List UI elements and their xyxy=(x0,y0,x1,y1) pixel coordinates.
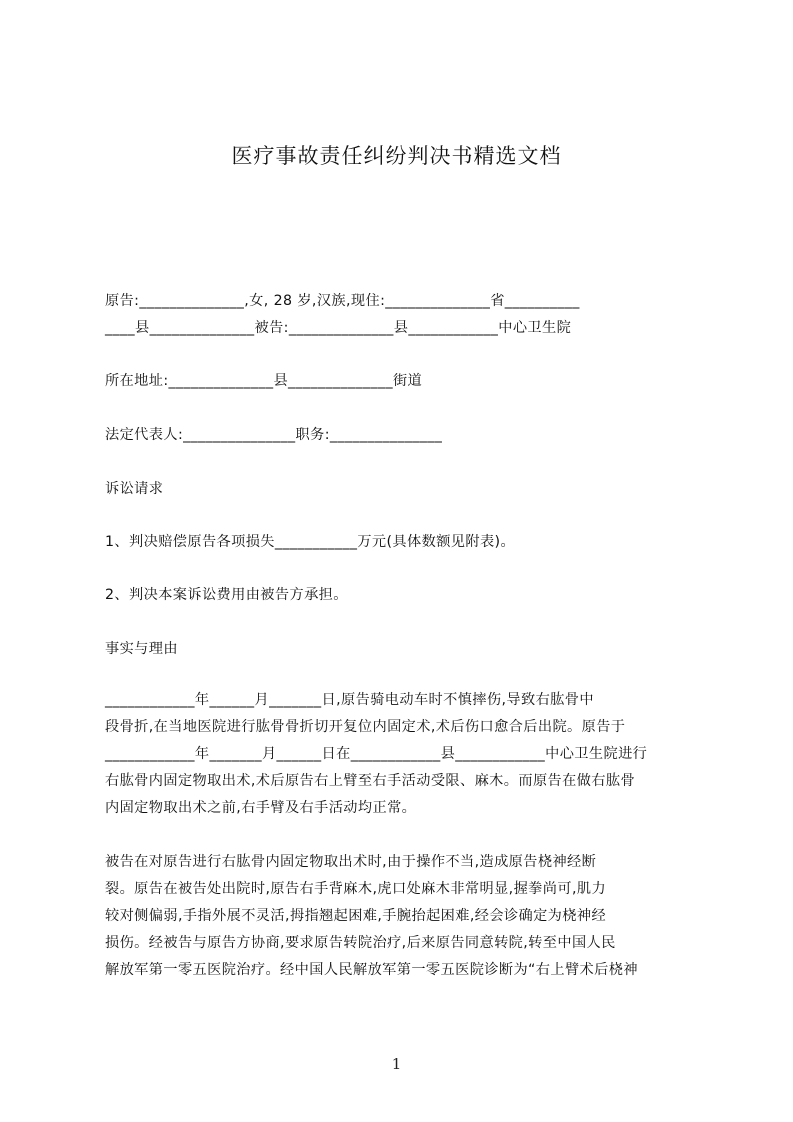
paragraph-line: 损伤。经被告与原告方协商,要求原告转院治疗,后来原告同意转院,转至中国人民 xyxy=(105,935,616,951)
paragraph-line: 右肱骨内固定物取出术,术后原告右上臂至右手活动受限、麻木。而原告在做右肱骨 xyxy=(105,773,636,789)
paragraph-line: ____________年_______月______日在____________县____________中心卫生院进行 xyxy=(105,746,648,762)
paragraph-line: 较对侧偏弱,手指外展不灵活,拇指翘起困难,手腕抬起困难,经会诊确定为桡神经 xyxy=(105,908,607,924)
facts-heading: 事实与理由 xyxy=(105,641,178,657)
paragraph-line: 被告在对原告进行右肱骨内固定物取出术时,由于操作不当,造成原告桡神经断 xyxy=(105,854,597,870)
defendant-line: ____县______________被告:______________县____________中心卫生院 xyxy=(105,320,572,336)
claim-item-1: 1、判决赔偿原告各项损失___________万元(具体数额见附表)。 xyxy=(105,534,516,550)
paragraph-line: 解放军第一零五医院治疗。经中国人民解放军第一零五医院诊断为“右上臂术后桡神 xyxy=(105,962,638,978)
paragraph-line: 裂。原告在被告处出院时,原告右手背麻木,虎口处麻木非常明显,握拳尚可,肌力 xyxy=(105,881,607,897)
paragraph-line: 段骨折,在当地医院进行肱骨骨折切开复位内固定术,术后伤口愈合后出院。原告于 xyxy=(105,719,626,735)
plaintiff-line: 原告:______________,女, 28 岁,汉族,现住:______________省__________ xyxy=(105,293,580,309)
document-title: 医疗事故责任纠纷判决书精选文档 xyxy=(231,144,562,168)
claims-heading: 诉讼请求 xyxy=(105,481,164,497)
page-number: 1 xyxy=(391,1055,402,1073)
address-line: 所在地址:______________县______________街道 xyxy=(105,373,423,389)
claim-item-2: 2、判决本案诉讼费用由被告方承担。 xyxy=(105,587,348,603)
paragraph-line: ____________年______月_______日,原告骑电动车时不慎摔伤,导致右肱骨中 xyxy=(105,692,594,708)
paragraph-line: 内固定物取出术之前,右手臂及右手活动均正常。 xyxy=(105,800,417,816)
legal-rep-line: 法定代表人:_______________职务:_______________ xyxy=(105,427,443,443)
